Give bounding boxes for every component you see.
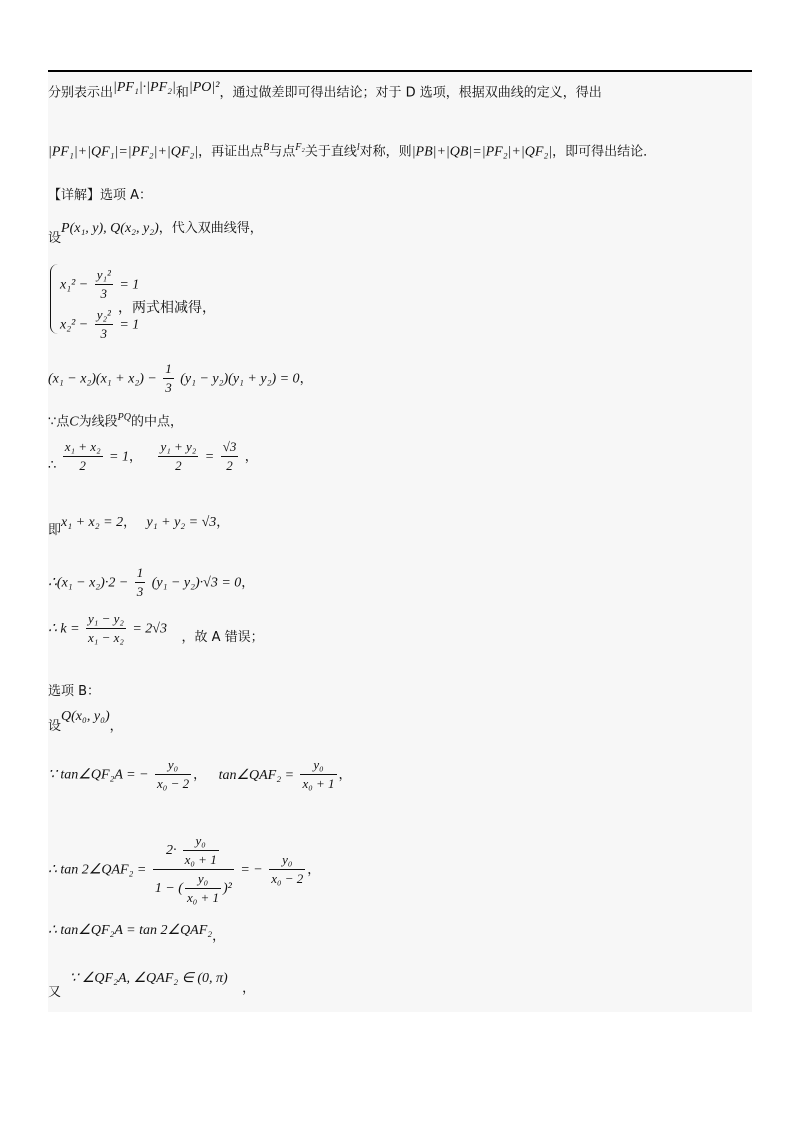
text: ， bbox=[242, 981, 256, 996]
line-sums bbox=[48, 512, 230, 538]
text: ， bbox=[212, 929, 226, 944]
fraction: $\frac{1}{3}$ bbox=[136, 565, 144, 599]
fraction: $\frac{\text{y₀}}{\text{x₀ + 1}}$ bbox=[302, 757, 335, 791]
line-mid-values bbox=[48, 438, 258, 475]
text: ， bbox=[216, 515, 230, 530]
text: ， bbox=[129, 449, 143, 465]
text: 和 bbox=[175, 85, 189, 101]
text: ， bbox=[338, 767, 352, 783]
math: C bbox=[69, 414, 79, 430]
math: x₁² − bbox=[60, 277, 89, 293]
math: (x₁ − x₂)(x₁ + x₂) − bbox=[48, 371, 157, 387]
math: x₁ + x₂ = 2 bbox=[61, 515, 124, 530]
text: ，通过做差即可得出结论；对于 D 选项，根据双曲线的定义，得出 bbox=[219, 85, 602, 101]
line-set-q bbox=[48, 706, 123, 734]
equation-subtract bbox=[48, 360, 313, 397]
math: = − bbox=[240, 862, 263, 878]
document-body bbox=[48, 72, 752, 1012]
text: ， bbox=[244, 449, 258, 465]
text: 分别表示出 bbox=[48, 85, 114, 101]
fraction: $\frac{\text{x₁ + x₂}}{2}$ bbox=[64, 439, 101, 473]
fraction: $\frac{\text{y₀}}{\text{x₀ − 2}}$ bbox=[157, 757, 190, 791]
math: ∴ tan 2∠QAF₂ = bbox=[48, 862, 147, 878]
math: ∴ k = bbox=[48, 621, 80, 637]
detail-heading: 【详解】选项 A： bbox=[48, 188, 153, 203]
text: ， bbox=[307, 862, 321, 878]
math: (y₁ − y₂)(y₁ + y₂) = 0 bbox=[180, 371, 300, 387]
fraction: $\frac{\text{y₁ − y₂}}{\text{x₁ − x₂}}$ bbox=[88, 611, 124, 645]
math: = 1 bbox=[119, 277, 140, 293]
math: x₂² − bbox=[60, 317, 89, 333]
math: F₂ bbox=[295, 142, 305, 153]
line-set-pq bbox=[48, 218, 263, 246]
text: 设 bbox=[48, 231, 62, 246]
math: P(x₁, y), Q(x₂, y₂) bbox=[61, 221, 159, 236]
system-note: ，两式相减得， bbox=[118, 300, 216, 316]
text: 与点 bbox=[269, 144, 296, 160]
equation-double-angle bbox=[48, 832, 320, 907]
fraction: $\frac{\text{y₁ + y₂}}{2}$ bbox=[160, 439, 197, 473]
line-tangents bbox=[48, 756, 352, 793]
system-eq-2 bbox=[60, 306, 139, 343]
math: = 1 bbox=[119, 317, 140, 333]
line-angle-range bbox=[48, 968, 256, 1000]
text: ，再证出点 bbox=[198, 144, 264, 160]
text: ∵点 bbox=[48, 414, 70, 430]
text: ， bbox=[299, 371, 313, 387]
text: 设 bbox=[48, 719, 62, 734]
math: (y₁ − y₂)·√3 = 0 bbox=[151, 575, 242, 591]
math: B bbox=[263, 142, 270, 153]
math: |PO|² bbox=[188, 80, 220, 95]
text: 对称，则 bbox=[359, 144, 412, 160]
math: |PF₁|·|PF₂| bbox=[113, 80, 176, 95]
fraction: $\frac{1}{3}$ bbox=[165, 361, 172, 395]
text: ∴ bbox=[48, 457, 57, 473]
text: ， bbox=[109, 719, 123, 734]
math: l bbox=[356, 142, 360, 153]
line-1 bbox=[48, 78, 602, 104]
option-b-heading: 选项 B： bbox=[48, 684, 101, 699]
text: ， bbox=[241, 575, 255, 591]
math: ∴ tan∠QF₂A = tan 2∠QAF₂ bbox=[48, 923, 213, 938]
fraction: $\frac{\text{y₂²}}{3}$ bbox=[96, 307, 111, 341]
text: ，即可得出结论． bbox=[552, 144, 657, 160]
text: 为线段 bbox=[78, 414, 118, 430]
line-2 bbox=[48, 138, 656, 163]
fraction: $\frac{\text{y₀}}{\text{x₀ − 2}}$ bbox=[271, 852, 304, 886]
math: Q(x₀, y₀) bbox=[61, 709, 110, 724]
math: = 1 bbox=[109, 449, 129, 465]
text: 即 bbox=[48, 523, 62, 538]
fraction-compound: 2· $\frac{\text{y₀}}{\text{x₀ + 1}}$ 1 − ( $\frac{\text{y₀}}{\text{x₀ + 1}}$ )² bbox=[154, 833, 232, 905]
math: y₁ + y₂ = √3 bbox=[146, 515, 217, 530]
math: ∵ tan∠QF₂A = − bbox=[48, 767, 149, 783]
system-brace bbox=[50, 264, 59, 334]
text: ， bbox=[193, 767, 207, 783]
math: = bbox=[204, 449, 215, 465]
math: ∵ ∠QF₂A, ∠QAF₂ ∈ (0, π) bbox=[69, 971, 228, 986]
fraction: $\frac{\text{y₁²}}{3}$ bbox=[96, 267, 111, 301]
equation-equal-angles bbox=[48, 920, 226, 944]
math: |PF₁|+|QF₁|=|PF₂|+|QF₂| bbox=[48, 144, 199, 160]
math: tan∠QAF₂ = bbox=[218, 767, 295, 783]
math: ∴(x₁ − x₂)·2 − bbox=[48, 575, 129, 591]
text: 又 bbox=[48, 985, 62, 1000]
equation-slope bbox=[48, 610, 264, 647]
text: ，代入双曲线得， bbox=[158, 221, 263, 236]
math: PQ bbox=[117, 412, 131, 423]
text: 的中点， bbox=[130, 414, 183, 430]
text: ，故 A 错误； bbox=[181, 629, 264, 645]
fraction: $\frac{√3}{2}$ bbox=[222, 439, 237, 473]
text: ， bbox=[123, 515, 137, 530]
math: = 2√3 bbox=[132, 621, 167, 637]
math: |PB|+|QB|=|PF₂|+|QF₂| bbox=[411, 144, 553, 160]
equation-substituted bbox=[48, 564, 254, 601]
text: 关于直线 bbox=[304, 144, 357, 160]
line-midpoint bbox=[48, 408, 183, 433]
